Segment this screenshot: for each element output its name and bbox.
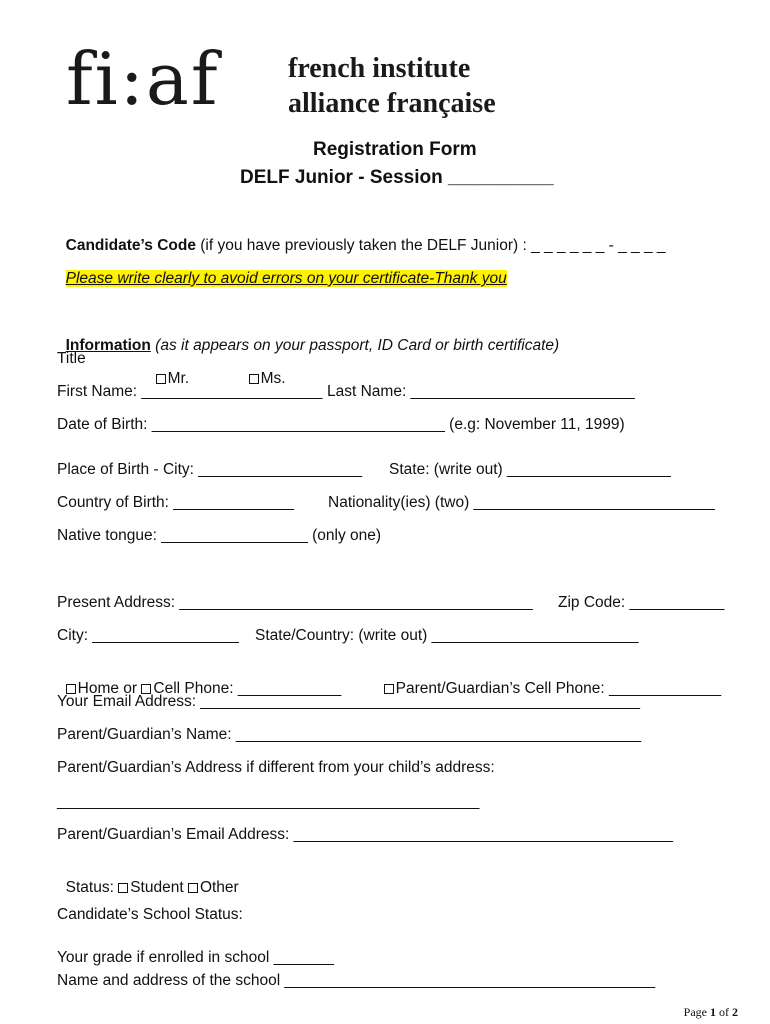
cell-phone-field[interactable]: Cell Phone: ____________ (153, 680, 342, 697)
status-label: Status: (65, 879, 119, 896)
notice-text: Please write clearly to avoid errors on your certificate-Thank you (65, 270, 507, 287)
school-status-label: Candidate’s School Status: (57, 906, 243, 923)
first-name-field[interactable]: First Name: _____________________ (57, 383, 323, 400)
candidate-code-field[interactable]: (if you have previously taken the DELF Junior) : _ _ _ _ _ _ - _ _ _ _ (195, 237, 666, 254)
parent-cell-phone-field[interactable]: Parent/Guardian’s Cell Phone: _____________ (395, 680, 722, 697)
page-current: 1 (710, 1005, 716, 1019)
date-of-birth-field[interactable]: Date of Birth: __________________________________ (e.g: November 11, 1999) (57, 416, 625, 433)
form-title: Registration Form (313, 139, 477, 160)
other-label: Other (199, 879, 239, 896)
city-field[interactable]: City: _________________ (57, 627, 239, 644)
place-of-birth-field[interactable]: Place of Birth - City: ___________________ (57, 461, 363, 478)
status-row (57, 858, 239, 898)
information-heading: Information (65, 337, 151, 354)
zip-code-field[interactable]: Zip Code: ___________ (558, 594, 725, 611)
page-number (678, 990, 738, 1020)
ms-label: Ms. (260, 370, 286, 387)
email-field[interactable]: Your Email Address: ___________________________________________________ (57, 693, 640, 710)
last-name-field[interactable]: Last Name: __________________________ (327, 383, 635, 400)
parent-address-label: Parent/Guardian’s Address if different from your child’s address: (57, 759, 495, 776)
student-checkbox[interactable] (118, 883, 128, 893)
candidate-code-label: Candidate’s Code (65, 237, 196, 254)
org-name-line1: french institute (288, 53, 471, 84)
student-label: Student (130, 879, 188, 896)
school-name-field[interactable]: Name and address of the school ___________________________________________ (57, 972, 656, 989)
information-note: (as it appears on your passport, ID Card or birth certificate) (150, 337, 560, 354)
present-address-field[interactable]: Present Address: _________________________________________ (57, 594, 533, 611)
mr-label: Mr. (167, 370, 190, 387)
country-of-birth-field[interactable]: Country of Birth: ______________ (57, 494, 294, 511)
write-clearly-notice (57, 249, 507, 289)
native-tongue-field[interactable]: Native tongue: _________________ (only one) (57, 527, 382, 544)
nationality-field[interactable]: Nationality(ies) (two) ____________________________ (328, 494, 715, 511)
org-name-line2: alliance française (288, 88, 496, 119)
form-subtitle: DELF Junior - Session __________ (240, 167, 554, 188)
parent-email-field[interactable]: Parent/Guardian’s Email Address: ____________________________________________ (57, 826, 673, 843)
parent-address-field[interactable]: _________________________________________________ (57, 793, 480, 810)
state-field[interactable]: State: (write out) ___________________ (389, 461, 671, 478)
title-label: Title (57, 350, 86, 367)
grade-field[interactable]: Your grade if enrolled in school _______ (57, 949, 334, 966)
page-prefix: Page (683, 1005, 710, 1019)
parent-name-field[interactable]: Parent/Guardian’s Name: _______________________________________________ (57, 726, 642, 743)
state-country-field[interactable]: State/Country: (write out) ________________________ (255, 627, 639, 644)
page-total: 2 (732, 1005, 738, 1019)
fiaf-logo: fi:af (66, 37, 220, 121)
other-checkbox[interactable] (188, 883, 198, 893)
home-or-label: Home or (77, 680, 142, 697)
information-heading-row (57, 316, 559, 356)
page-of: of (716, 1005, 732, 1019)
